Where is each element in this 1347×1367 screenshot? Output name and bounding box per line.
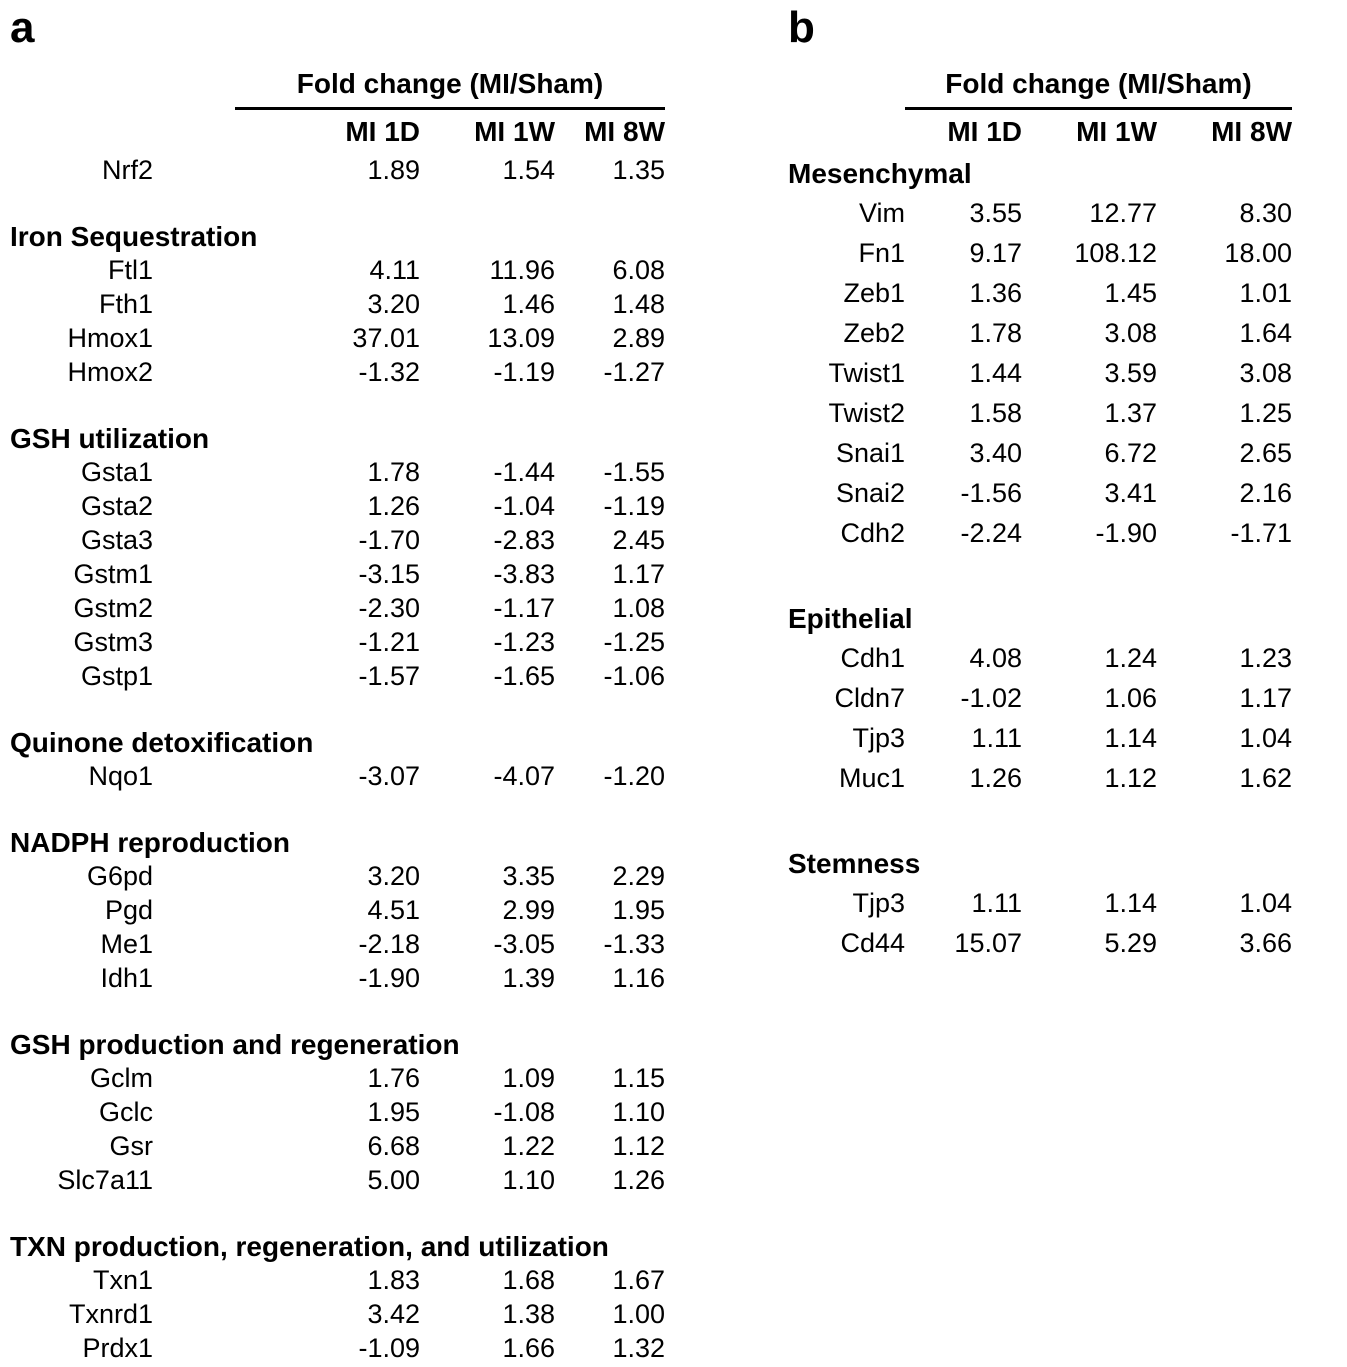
fold-change-value: 1.12 xyxy=(1104,763,1157,793)
column-header-mi-8w: MI 8W xyxy=(1211,115,1292,147)
fold-change-value: 1.11 xyxy=(971,888,1022,918)
empty-corner-cell xyxy=(788,108,905,154)
column-header-row xyxy=(10,108,665,154)
fold-change-value: -1.04 xyxy=(493,491,555,521)
fold-change-value: 18.00 xyxy=(1224,238,1292,268)
fold-change-value: 1.10 xyxy=(612,1097,665,1127)
fold-change-value: 108.12 xyxy=(1074,238,1157,268)
section-header: NADPH reproduction xyxy=(10,826,290,858)
fold-change-value: -2.24 xyxy=(960,518,1022,548)
fold-change-value: 3.42 xyxy=(367,1299,420,1329)
fold-change-value: 1.08 xyxy=(612,593,665,623)
fold-change-value: -1.71 xyxy=(1230,518,1292,548)
section-header-row xyxy=(10,726,665,760)
gene-label: Slc7a11 xyxy=(57,1165,153,1195)
fold-change-value: 8.30 xyxy=(1239,198,1292,228)
gene-label: Cldn7 xyxy=(834,683,905,713)
section-header: GSH utilization xyxy=(10,422,210,454)
table-row xyxy=(10,254,665,288)
fold-change-value: 1.01 xyxy=(1239,278,1292,308)
fold-change-table-a xyxy=(10,62,665,1366)
column-header-mi-1w: MI 1W xyxy=(1076,115,1157,147)
fold-change-value: -1.20 xyxy=(603,761,665,791)
fold-change-value: 1.67 xyxy=(612,1265,665,1295)
fold-change-value: 1.14 xyxy=(1104,888,1157,918)
table-row xyxy=(10,660,665,694)
fold-change-value: 1.00 xyxy=(612,1299,665,1329)
fold-change-value: 1.45 xyxy=(1104,278,1157,308)
fold-change-value: 1.76 xyxy=(367,1063,420,1093)
fold-change-value: -1.19 xyxy=(603,491,665,521)
gene-label: Twist2 xyxy=(828,398,905,428)
fold-change-value: -1.19 xyxy=(493,357,555,387)
fold-change-value: 15.07 xyxy=(954,928,1022,958)
table-row xyxy=(788,924,1292,964)
fold-change-value: 1.62 xyxy=(1239,763,1292,793)
fold-change-value: -1.02 xyxy=(960,683,1022,713)
fold-change-value: -1.65 xyxy=(493,661,555,691)
fold-change-value: 1.58 xyxy=(969,398,1022,428)
table-row xyxy=(10,592,665,626)
fold-change-value: 1.17 xyxy=(612,559,665,589)
fold-change-value: 1.26 xyxy=(367,491,420,521)
table-row xyxy=(788,274,1292,314)
gene-label: Cd44 xyxy=(840,928,905,958)
fold-change-value: 2.29 xyxy=(612,861,665,891)
gene-label: Gsta3 xyxy=(80,525,153,555)
fold-change-value: 4.11 xyxy=(369,255,420,285)
table-row xyxy=(10,322,665,356)
gene-label: Zeb1 xyxy=(843,278,905,308)
fold-change-value: 1.38 xyxy=(502,1299,555,1329)
fold-change-value: 13.09 xyxy=(487,323,555,353)
gene-label: Gclc xyxy=(99,1097,153,1127)
table-row xyxy=(788,194,1292,234)
fold-change-value: 1.36 xyxy=(969,278,1022,308)
empty-corner-cell xyxy=(788,62,905,108)
fold-change-value: 5.00 xyxy=(367,1165,420,1195)
section-spacer xyxy=(10,188,665,220)
table-row xyxy=(10,760,665,794)
fold-change-value: 4.51 xyxy=(367,895,420,925)
fold-change-value: 1.25 xyxy=(1239,398,1292,428)
table-row xyxy=(10,356,665,390)
gene-label: Nqo1 xyxy=(88,761,153,791)
gene-label: Cdh1 xyxy=(840,643,905,673)
fold-change-value: -1.44 xyxy=(493,457,555,487)
table-row xyxy=(10,860,665,894)
fold-change-value: 1.78 xyxy=(969,318,1022,348)
fold-change-value: 1.54 xyxy=(502,155,555,185)
fold-change-table-b xyxy=(788,62,1292,964)
gene-label: Fn1 xyxy=(858,238,905,268)
section-header-row xyxy=(10,220,665,254)
column-header-mi-1d: MI 1D xyxy=(345,115,420,147)
fold-change-value: 1.83 xyxy=(367,1265,420,1295)
gene-label: Gsta2 xyxy=(80,491,153,521)
section-header-row xyxy=(788,844,1292,884)
table-row xyxy=(788,354,1292,394)
table-body-b xyxy=(788,154,1292,964)
fold-change-value: 1.04 xyxy=(1239,723,1292,753)
fold-change-value: -1.56 xyxy=(960,478,1022,508)
column-header-mi-8w: MI 8W xyxy=(584,115,665,147)
empty-corner-cell xyxy=(10,108,235,154)
fold-change-value: 3.59 xyxy=(1104,358,1157,388)
fold-change-value: 1.64 xyxy=(1239,318,1292,348)
table-row xyxy=(10,894,665,928)
section-spacer-cell xyxy=(10,694,665,726)
panel-b-label: b xyxy=(788,3,815,52)
fold-change-value: 1.12 xyxy=(612,1131,665,1161)
section-spacer-cell xyxy=(10,794,665,826)
gene-label: Fth1 xyxy=(98,289,153,319)
gene-label: Gsr xyxy=(109,1131,153,1161)
section-spacer-cell xyxy=(10,188,665,220)
panel-a-label: a xyxy=(10,3,35,52)
fold-change-value: 1.78 xyxy=(367,457,420,487)
empty-corner-cell xyxy=(10,62,235,108)
fold-change-value: -1.90 xyxy=(1095,518,1157,548)
gene-label: Txnrd1 xyxy=(68,1299,153,1329)
table-row xyxy=(788,759,1292,799)
fold-change-value: 3.08 xyxy=(1104,318,1157,348)
panel-b xyxy=(788,4,1338,964)
table-row xyxy=(10,524,665,558)
section-header: Epithelial xyxy=(788,602,913,634)
fold-change-value: 3.35 xyxy=(502,861,555,891)
gene-label: Snai2 xyxy=(835,478,905,508)
section-header-row xyxy=(10,1230,665,1264)
fold-change-value: 12.77 xyxy=(1089,198,1157,228)
table-row xyxy=(10,928,665,962)
section-spacer xyxy=(788,554,1292,599)
fold-change-value: 1.15 xyxy=(612,1063,665,1093)
fold-change-value: -1.06 xyxy=(603,661,665,691)
section-spacer-cell xyxy=(788,554,1292,599)
fold-change-value: -1.32 xyxy=(358,357,420,387)
section-spacer-cell xyxy=(10,390,665,422)
fold-change-value: 3.66 xyxy=(1239,928,1292,958)
fold-change-value: -3.05 xyxy=(493,929,555,959)
fold-change-value: -1.57 xyxy=(358,661,420,691)
section-spacer xyxy=(10,1198,665,1230)
gene-label: Gstm2 xyxy=(73,593,153,623)
fold-change-value: 2.16 xyxy=(1239,478,1292,508)
fold-change-value: -1.27 xyxy=(603,357,665,387)
fold-change-value: 3.41 xyxy=(1104,478,1157,508)
gene-label: Snai1 xyxy=(835,438,905,468)
fold-change-value: -3.07 xyxy=(358,761,420,791)
table-row xyxy=(788,474,1292,514)
gene-label: Gsta1 xyxy=(80,457,153,487)
fold-change-value: 3.08 xyxy=(1239,358,1292,388)
fold-change-value: -2.83 xyxy=(493,525,555,555)
fold-change-value: -1.33 xyxy=(603,929,665,959)
gene-label: Cdh2 xyxy=(840,518,905,548)
gene-label: Prdx1 xyxy=(82,1333,153,1363)
table-row xyxy=(10,626,665,660)
table-title-row xyxy=(10,62,665,108)
fold-change-value: 1.39 xyxy=(502,963,555,993)
section-header-row xyxy=(788,154,1292,194)
table-title-row xyxy=(788,62,1292,108)
fold-change-value: -4.07 xyxy=(493,761,555,791)
fold-change-value: -1.17 xyxy=(493,593,555,623)
table-row xyxy=(788,719,1292,759)
table-row xyxy=(10,1062,665,1096)
table-row xyxy=(788,639,1292,679)
fold-change-value: 2.65 xyxy=(1239,438,1292,468)
fold-change-value: 3.20 xyxy=(367,289,420,319)
fold-change-value: 6.68 xyxy=(367,1131,420,1161)
fold-change-value: 9.17 xyxy=(969,238,1022,268)
fold-change-value: -2.18 xyxy=(358,929,420,959)
fold-change-value: 1.26 xyxy=(612,1165,665,1195)
fold-change-value: -1.09 xyxy=(358,1333,420,1363)
section-spacer xyxy=(10,694,665,726)
fold-change-value: 1.24 xyxy=(1104,643,1157,673)
section-header: TXN production, regeneration, and utilization xyxy=(10,1230,609,1262)
fold-change-value: 5.29 xyxy=(1104,928,1157,958)
table-title: Fold change (MI/Sham) xyxy=(235,62,665,108)
fold-change-value: 6.72 xyxy=(1104,438,1157,468)
fold-change-value: 2.89 xyxy=(612,323,665,353)
section-spacer-cell xyxy=(788,799,1292,844)
section-header: Iron Sequestration xyxy=(10,220,258,252)
gene-label: Nrf2 xyxy=(101,155,153,185)
fold-change-value: 1.35 xyxy=(612,155,665,185)
fold-change-value: 1.95 xyxy=(367,1097,420,1127)
gene-label: Tjp3 xyxy=(852,723,905,753)
gene-label: Txn1 xyxy=(92,1265,153,1295)
gene-label: Gstp1 xyxy=(80,661,153,691)
fold-change-value: 1.32 xyxy=(612,1333,665,1363)
fold-change-value: 1.66 xyxy=(502,1333,555,1363)
gene-label: Muc1 xyxy=(838,763,905,793)
fold-change-value: -1.55 xyxy=(603,457,665,487)
fold-change-value: 1.11 xyxy=(971,723,1022,753)
fold-change-value: 1.10 xyxy=(502,1165,555,1195)
fold-change-value: 3.55 xyxy=(969,198,1022,228)
fold-change-value: -1.90 xyxy=(358,963,420,993)
section-header-row xyxy=(10,422,665,456)
column-header-row xyxy=(788,108,1292,154)
fold-change-value: -1.08 xyxy=(493,1097,555,1127)
fold-change-value: -2.30 xyxy=(358,593,420,623)
section-header-row xyxy=(10,826,665,860)
table-row xyxy=(10,1130,665,1164)
fold-change-value: 1.95 xyxy=(612,895,665,925)
table-row xyxy=(788,884,1292,924)
fold-change-value: -3.83 xyxy=(493,559,555,589)
fold-change-value: 1.68 xyxy=(502,1265,555,1295)
table-row xyxy=(10,456,665,490)
gene-label: Hmox2 xyxy=(67,357,153,387)
gene-label: Hmox1 xyxy=(67,323,153,353)
section-spacer xyxy=(10,390,665,422)
gene-label: Vim xyxy=(858,198,905,228)
fold-change-value: 1.37 xyxy=(1104,398,1157,428)
table-row xyxy=(10,288,665,322)
fold-change-value: 2.99 xyxy=(502,895,555,925)
column-header-mi-1d: MI 1D xyxy=(947,115,1022,147)
fold-change-value: -1.23 xyxy=(493,627,555,657)
gene-label: Gstm3 xyxy=(73,627,153,657)
fold-change-value: 4.08 xyxy=(969,643,1022,673)
table-row xyxy=(788,394,1292,434)
fold-change-value: 3.20 xyxy=(367,861,420,891)
table-row xyxy=(788,514,1292,554)
fold-change-value: -1.70 xyxy=(358,525,420,555)
table-row xyxy=(10,490,665,524)
panel-a xyxy=(10,4,680,1366)
gene-label: Twist1 xyxy=(828,358,905,388)
fold-change-value: 1.44 xyxy=(969,358,1022,388)
fold-change-value: 1.09 xyxy=(502,1063,555,1093)
table-row xyxy=(788,434,1292,474)
fold-change-value: 1.14 xyxy=(1104,723,1157,753)
fold-change-value: 6.08 xyxy=(612,255,665,285)
table-row xyxy=(788,234,1292,274)
table-row xyxy=(10,558,665,592)
fold-change-value: 1.04 xyxy=(1239,888,1292,918)
table-row xyxy=(10,1332,665,1366)
table-row xyxy=(10,1164,665,1198)
gene-label: G6pd xyxy=(86,861,153,891)
table-title: Fold change (MI/Sham) xyxy=(905,62,1292,108)
gene-label: Idh1 xyxy=(100,963,153,993)
column-header-mi-1w: MI 1W xyxy=(474,115,555,147)
fold-change-value: 1.06 xyxy=(1104,683,1157,713)
fold-change-value: 2.45 xyxy=(612,525,665,555)
gene-label: Tjp3 xyxy=(852,888,905,918)
section-header: Stemness xyxy=(788,847,921,879)
fold-change-value: 1.26 xyxy=(969,763,1022,793)
table-row xyxy=(788,314,1292,354)
table-row xyxy=(10,1264,665,1298)
section-header: GSH production and regeneration xyxy=(10,1028,460,1060)
gene-label: Gstm1 xyxy=(73,559,153,589)
fold-change-value: 1.17 xyxy=(1239,683,1292,713)
table-body-a xyxy=(10,154,665,1366)
fold-change-value: 1.46 xyxy=(502,289,555,319)
section-spacer-cell xyxy=(10,996,665,1028)
fold-change-value: -1.21 xyxy=(358,627,420,657)
section-spacer xyxy=(788,799,1292,844)
fold-change-value: 11.96 xyxy=(489,255,555,285)
gene-label: Pgd xyxy=(104,895,153,925)
table-row xyxy=(10,962,665,996)
fold-change-value: 37.01 xyxy=(352,323,420,353)
fold-change-value: -1.25 xyxy=(603,627,665,657)
section-spacer xyxy=(10,996,665,1028)
section-header-row xyxy=(788,599,1292,639)
section-header: Quinone detoxification xyxy=(10,726,314,758)
fold-change-value: 1.16 xyxy=(612,963,665,993)
section-header-row xyxy=(10,1028,665,1062)
gene-label: Me1 xyxy=(100,929,153,959)
fold-change-value: -3.15 xyxy=(358,559,420,589)
gene-label: Ftl1 xyxy=(107,255,153,285)
fold-change-value: 1.23 xyxy=(1239,643,1292,673)
gene-label: Gclm xyxy=(90,1063,153,1093)
section-spacer xyxy=(10,794,665,826)
fold-change-value: 1.89 xyxy=(367,155,420,185)
section-header: Mesenchymal xyxy=(788,157,972,189)
fold-change-value: 1.22 xyxy=(502,1131,555,1161)
section-spacer-cell xyxy=(10,1198,665,1230)
table-row xyxy=(10,1096,665,1130)
fold-change-value: 3.40 xyxy=(969,438,1022,468)
fold-change-value: 1.48 xyxy=(612,289,665,319)
table-row xyxy=(788,679,1292,719)
gene-label: Zeb2 xyxy=(843,318,905,348)
table-row xyxy=(10,154,665,188)
table-row xyxy=(10,1298,665,1332)
